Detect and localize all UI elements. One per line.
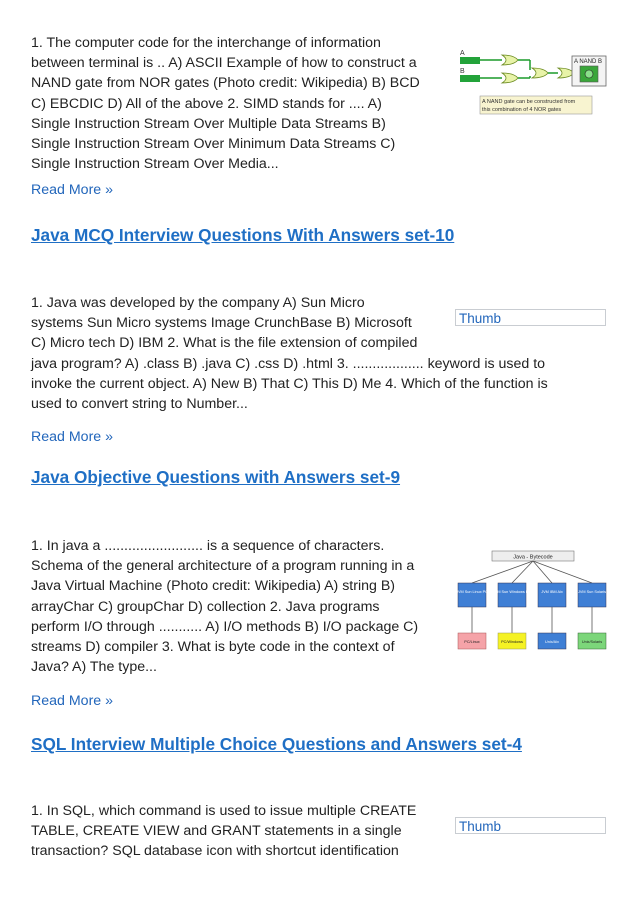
- input-b-label: B: [460, 68, 465, 75]
- excerpt-line: Java? A) The type...: [31, 659, 157, 676]
- figure-caption-line2: this combination of 4 NOR gates: [482, 107, 562, 113]
- excerpt-line: Schema of the general architecture of a program running in a: [31, 558, 415, 575]
- excerpt-line: Single Instruction Stream Over Minimum Data Streams C): [31, 136, 396, 153]
- excerpt-line: arrayChar C) groupChar D) collection 2. Java programs: [31, 598, 380, 615]
- jvm-box-label: JVM IBM Aix: [541, 590, 563, 594]
- excerpt-line: used to convert string to Number...: [31, 396, 248, 413]
- excerpt-line: between terminal is .. A) ASCII Example of how to construct a: [31, 55, 417, 72]
- excerpt-line: 1. The computer code for the interchange of information: [31, 35, 381, 51]
- input-a-label: A: [460, 50, 465, 57]
- jvm-box-label: JVM Sun Linux PC: [456, 590, 488, 594]
- excerpt-line: invoke the current object. A) New B) That C) This D) Me 4. Which of the function is: [31, 375, 548, 392]
- excerpt-line: systems Sun Micro systems Image CrunchBase B) Microsoft: [31, 315, 412, 332]
- read-more-link[interactable]: Read More »: [31, 182, 114, 198]
- excerpt-line: perform I/O through ........... A) I/O methods B) I/O package C): [31, 618, 419, 635]
- excerpt-line: Single Instruction Stream Over Media...: [31, 156, 279, 173]
- read-more-link[interactable]: Read More »: [31, 693, 114, 709]
- excerpt-line: NAND gate from NOR gates (Photo credit: Wikipedia) B) BCD: [31, 75, 420, 92]
- excerpt-line: C) EBCDIC D) All of the above 2. SIMD stands for .... A): [31, 95, 382, 112]
- excerpt-line: Single Instruction Stream Over Multiple Data Streams B): [31, 115, 386, 132]
- excerpt-line: streams D) compiler 3. What is byte code in the context of: [31, 639, 395, 656]
- excerpt-line: 1. Java was developed by the company A) Sun Micro: [31, 295, 365, 311]
- platform-label: PC/Windows: [501, 640, 523, 644]
- post-title-sql-set-4[interactable]: SQL Interview Multiple Choice Questions and Answers set-4: [31, 734, 522, 754]
- bytecode-root-label: Java - Bytecode: [513, 554, 553, 561]
- jvm-box-label: JVM Sun Windows PC: [492, 590, 532, 594]
- platform-label: Unix/Solaris: [581, 640, 603, 644]
- platform-label: PC/Linux: [464, 640, 480, 644]
- post-4-excerpt: [31, 801, 416, 862]
- post-3-excerpt: [31, 536, 418, 677]
- excerpt-line: 1. In SQL, which command is used to issue multiple CREATE: [31, 803, 417, 819]
- figure-caption-line1: A NAND gate can be constructed from: [482, 99, 576, 105]
- read-more-link[interactable]: Read More »: [31, 429, 114, 445]
- excerpt-line: C) Micro tech D) IBM 2. What is the file extension of compiled: [31, 335, 418, 352]
- excerpt-line: 1. In java a ......................... is a sequence of characters.: [31, 538, 385, 554]
- jvm-box-label: JVM Sun Solaris: [577, 590, 607, 594]
- output-title: A NAND B: [574, 59, 603, 65]
- post-1-excerpt: [31, 33, 420, 174]
- excerpt-line: TABLE, CREATE VIEW and GRANT statements in a single: [31, 823, 402, 840]
- excerpt-line: java program? A) .class B) .java C) .css D) .html 3. .................. keyword is used to: [31, 355, 546, 372]
- excerpt-line: transaction? SQL database icon with shortcut identification: [31, 843, 399, 860]
- excerpt-line: Java Virtual Machine (Photo credit: Wikipedia) A) string B): [31, 578, 396, 595]
- jvm-architecture-diagram: [452, 549, 612, 653]
- nand-from-nor-diagram: [458, 46, 610, 118]
- thumbnail-placeholder: Thumb: [455, 309, 606, 326]
- platform-label: Unix/Aix: [545, 640, 559, 644]
- post-title-java-objective-set-9[interactable]: Java Objective Questions with Answers set-9: [31, 467, 401, 487]
- post-title-java-mcq-set-10[interactable]: Java MCQ Interview Questions With Answers set-10: [31, 225, 455, 245]
- thumbnail-placeholder: Thumb: [455, 817, 606, 834]
